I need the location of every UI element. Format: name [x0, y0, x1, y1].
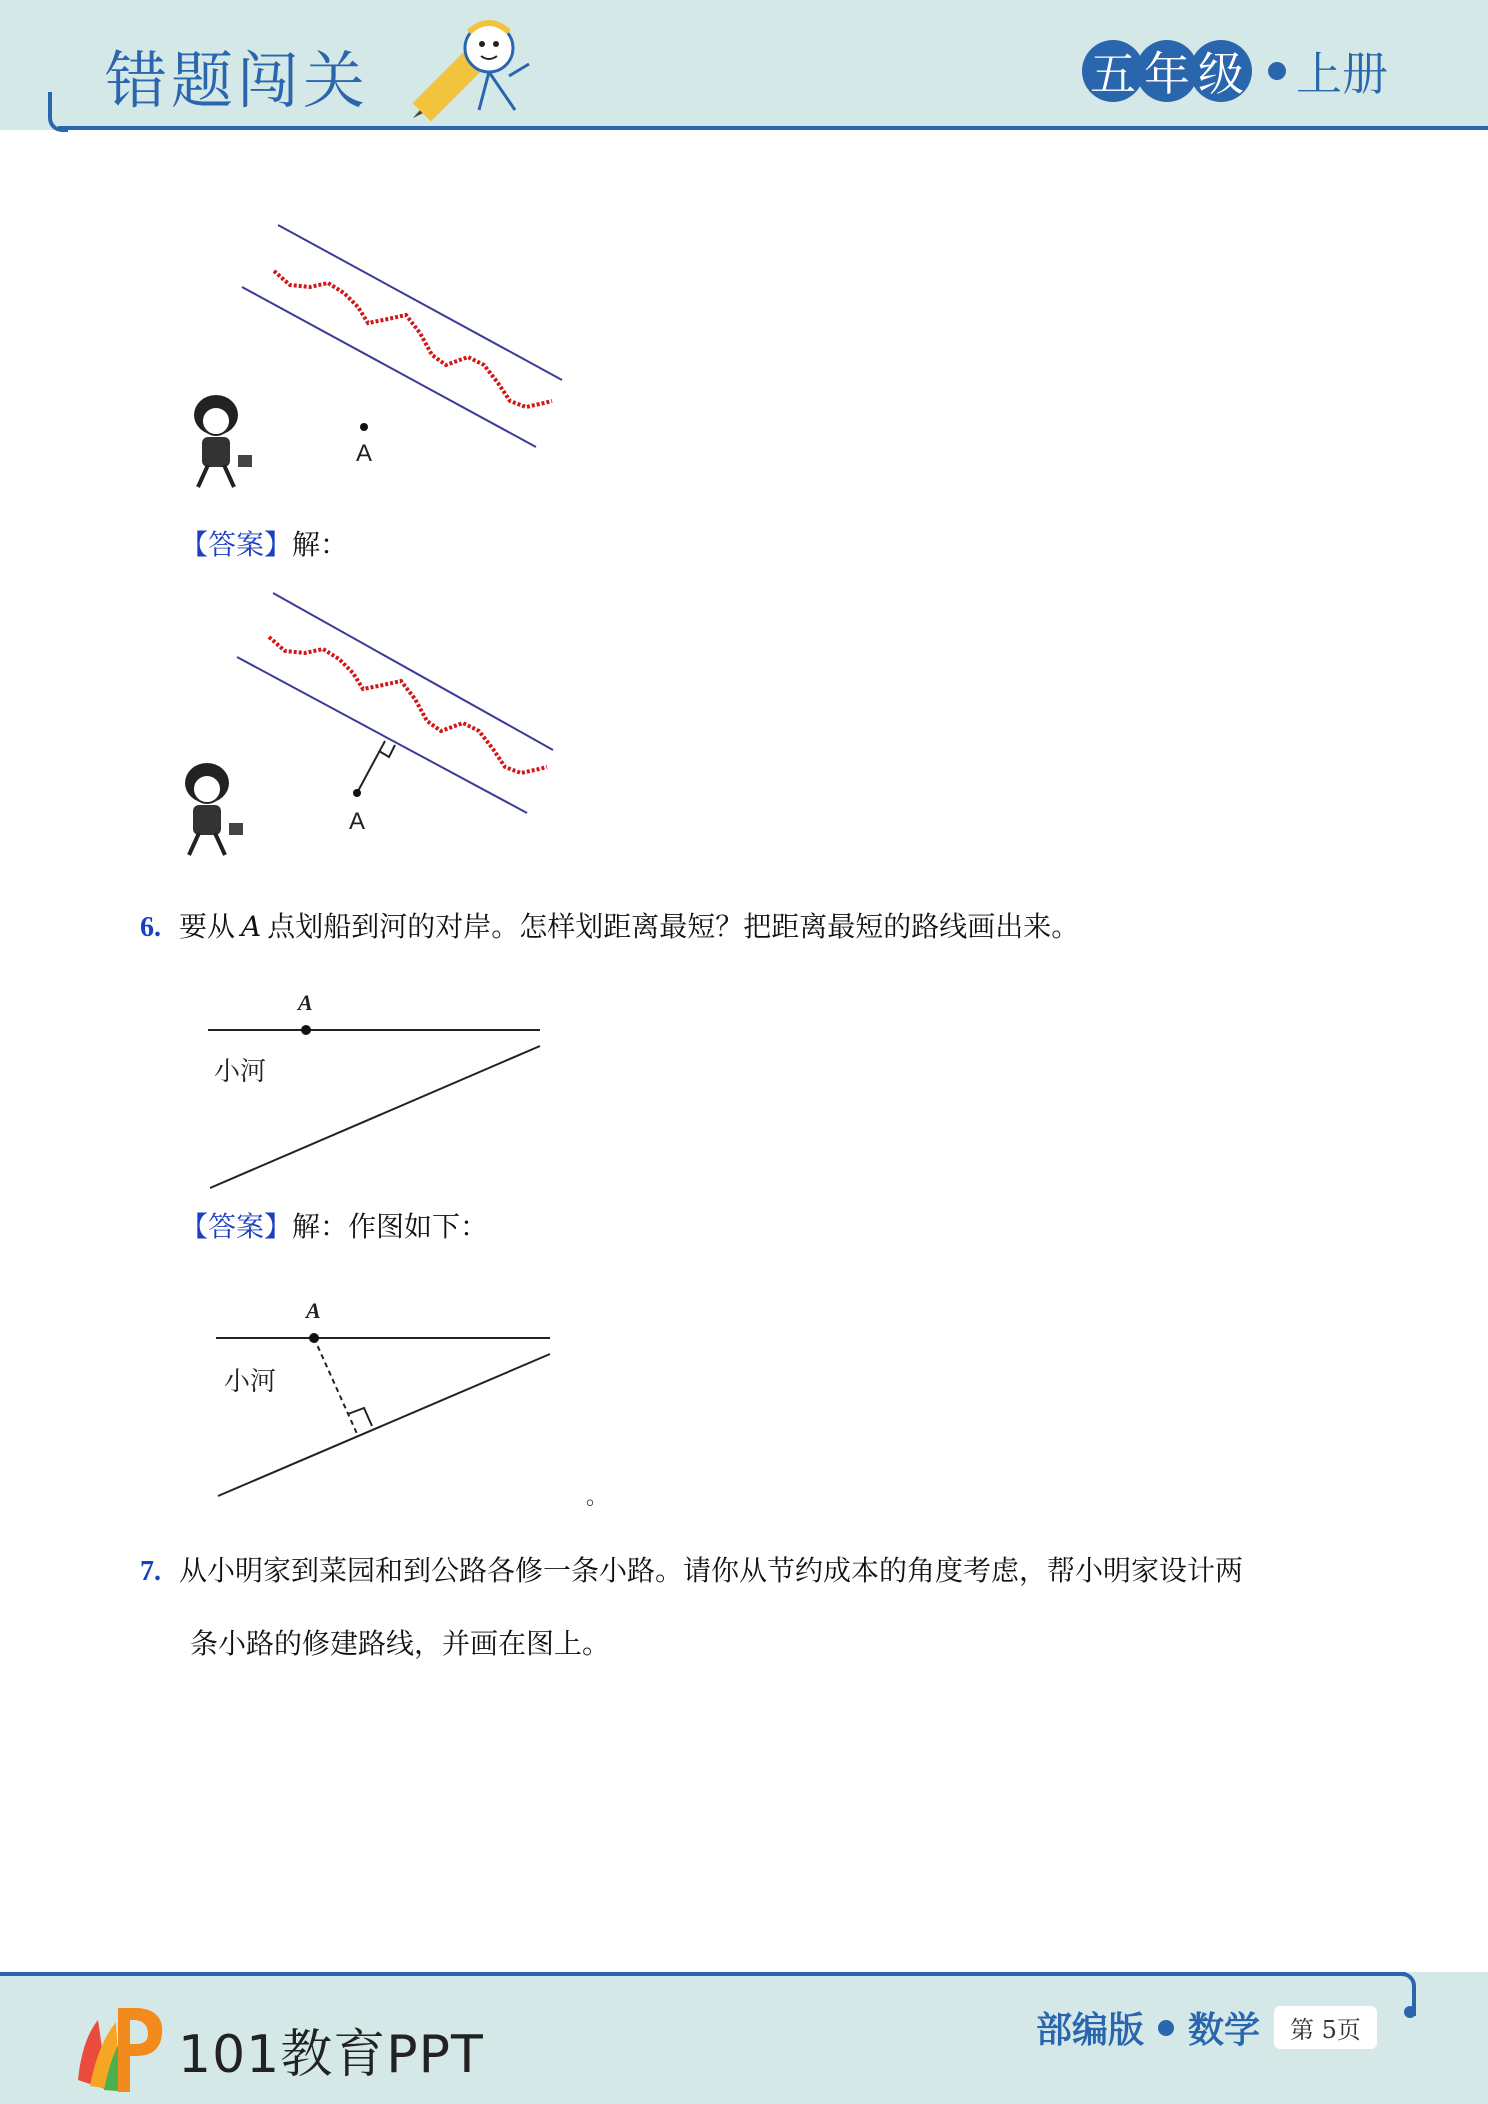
river-q6-answer-figure — [208, 1290, 608, 1510]
question-text-line1: 从小明家到菜园和到公路各修一条小路。请你从节约成本的角度考虑，帮小明家设计两 — [179, 1554, 1244, 1587]
pencil-mascot-icon — [405, 14, 545, 126]
grade-char: 级 — [1190, 40, 1252, 102]
grade-volume: 上册 — [1296, 47, 1388, 101]
footer-dot — [1404, 2006, 1416, 2018]
grade-badge — [1082, 38, 1388, 104]
river-label: 小河 — [214, 1057, 267, 1087]
point-a-label: A — [298, 990, 313, 1015]
footer-rule — [0, 1972, 1406, 1976]
question-text-before: 要从 — [179, 910, 236, 943]
point-a-dot — [360, 423, 368, 431]
question-number: 7. — [140, 1556, 161, 1587]
shortest-path-line — [357, 741, 385, 793]
child-icon — [185, 763, 243, 855]
river-q6-figure — [200, 980, 560, 1200]
footer-info — [1036, 2002, 1377, 2053]
point-a-dot — [353, 789, 361, 797]
header-rule — [58, 126, 1488, 130]
trailing-period: 。 — [586, 1485, 608, 1510]
grade-char: 年 — [1136, 40, 1198, 102]
grade-dot — [1268, 62, 1286, 80]
riverbank-lower — [242, 287, 536, 447]
question-text-after: 点划船到河的对岸。怎样划距离最短？把距离最短的路线画出来。 — [267, 910, 1080, 943]
point-a-label: A — [349, 808, 366, 835]
answer-bracket-label: 【答案】 — [180, 528, 293, 561]
page-number: 第 5页 — [1274, 2006, 1377, 2049]
brand-name: 101教育PPT — [178, 2025, 484, 2085]
river-path — [274, 271, 552, 407]
point-a-label: A — [356, 440, 373, 467]
child-icon — [194, 395, 252, 487]
question-point: A — [241, 910, 262, 943]
river-answer-figure — [175, 585, 565, 875]
question-7-line2: 条小路的修建路线，并画在图上。 — [190, 1627, 611, 1660]
point-a-label: A — [306, 1298, 321, 1323]
river-path — [269, 637, 547, 773]
subject-label: 数学 — [1188, 2010, 1261, 2051]
point-a-dot — [309, 1333, 319, 1343]
edition-label: 部编版 — [1036, 2010, 1145, 2051]
river-question-figure — [180, 215, 570, 505]
footer-separator-dot — [1158, 2020, 1174, 2036]
riverbank-lower — [237, 657, 527, 813]
question-7 — [140, 1554, 1360, 1589]
point-a-dot — [301, 1025, 311, 1035]
answer-bracket-label: 【答案】 — [180, 1210, 293, 1243]
answer-text: 解：作图如下： — [292, 1210, 489, 1243]
header-title: 错题闯关 — [105, 44, 370, 117]
answer-2 — [180, 1210, 488, 1244]
river-label: 小河 — [224, 1367, 277, 1397]
riverbank-upper — [273, 593, 553, 750]
answer-text: 解： — [292, 528, 349, 561]
shortest-path-line — [314, 1338, 358, 1436]
question-number: 6. — [140, 912, 161, 943]
answer-1 — [180, 528, 348, 562]
grade-char: 五 — [1082, 40, 1144, 102]
brand-logo-icon — [68, 2000, 168, 2094]
question-6 — [140, 910, 1360, 945]
riverbank-upper — [278, 225, 562, 380]
